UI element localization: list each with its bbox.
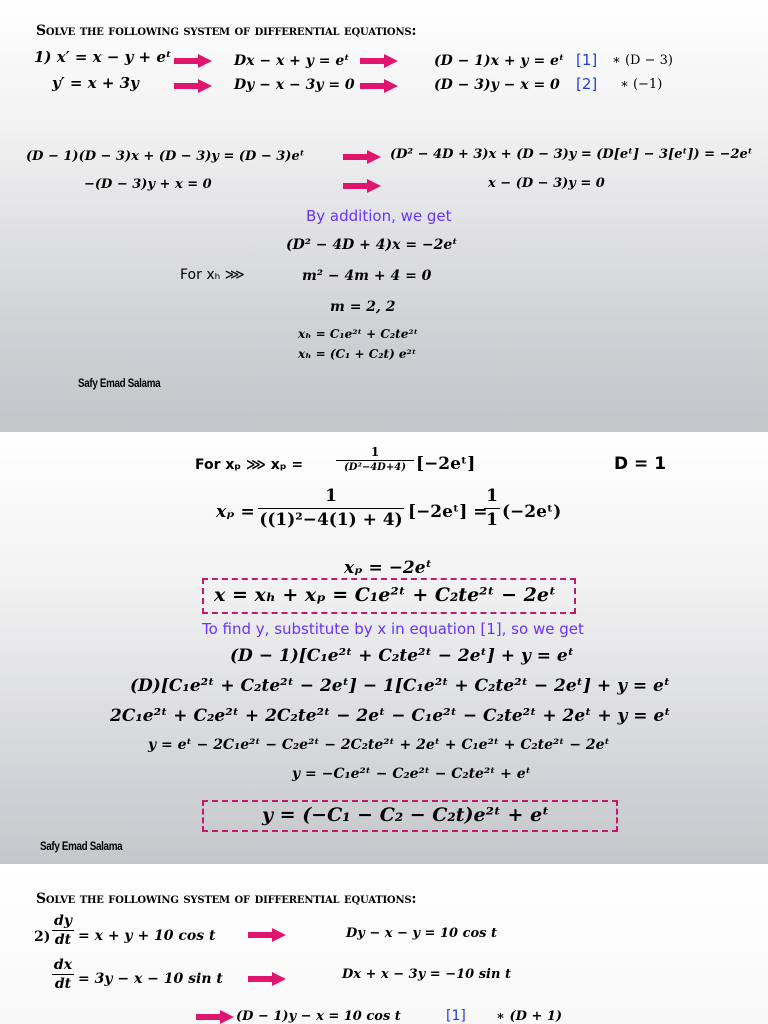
- given-equation-2: y′ = x + 3y: [52, 74, 139, 92]
- fraction-2: [258, 488, 404, 529]
- arrow-icon: [248, 928, 286, 942]
- d-equals-1: D = 1: [614, 454, 667, 474]
- arrow-icon: [174, 54, 212, 68]
- operator-form-2: (D − 3)y − x = 0: [434, 77, 560, 93]
- sum-equation: (D² − 4D + 4)x = −2eᵗ: [286, 237, 458, 253]
- author-credit: Safy Emad Salama: [78, 376, 161, 390]
- addition-note: By addition, we get: [306, 207, 452, 225]
- multiplier-1: ∗ (D − 3): [612, 53, 673, 68]
- arrow-icon: [174, 79, 212, 93]
- derivative-dy-dt: [52, 914, 74, 947]
- expanded-equation-2: x − (D − 3)y = 0: [488, 176, 605, 191]
- fraction-3: [484, 488, 500, 529]
- homogeneous-solution-1: xₕ = C₁e²ᵗ + C₂te²ᵗ: [298, 327, 419, 341]
- fraction-3-tail: (−2eᵗ): [502, 502, 562, 522]
- homogeneous-solution-2: xₕ = (C₁ + C₂t) e²ᵗ: [298, 347, 417, 361]
- slide-3: [0, 864, 768, 1024]
- equation-tag-1: [1]: [576, 51, 598, 69]
- system-equation-1: = x + y + 10 cos t: [78, 928, 216, 944]
- expanded-equation-1: (D² − 4D + 3)x + (D − 3)y = (D[eᵗ] − 3[eᵗ]) = −2eᵗ: [390, 147, 753, 162]
- system-equation-2: = 3y − x − 10 sin t: [78, 971, 223, 987]
- operator-equation-1: Dx − x + y = eᵗ: [234, 53, 350, 69]
- arrow-icon: [360, 79, 398, 93]
- multiplier-1: ∗ (D + 1): [496, 1009, 563, 1024]
- fraction-1: [336, 446, 414, 473]
- fraction-3-denominator: 1: [486, 510, 498, 530]
- substitution-step-5: y = −C₁e²ᵗ − C₂e²ᵗ − C₂te²ᵗ + eᵗ: [292, 766, 531, 782]
- operator-equation-2: Dy − x − 3y = 0: [234, 77, 355, 93]
- fraction-1-tail: [−2eᵗ]: [416, 454, 476, 474]
- arrow-icon: [248, 972, 286, 986]
- equation-tag-1: [1]: [446, 1008, 466, 1024]
- arrow-icon: [360, 54, 398, 68]
- author-credit: Safy Emad Salama: [40, 839, 123, 853]
- y-general-solution: y = (−C₁ − C₂ − C₂t)e²ᵗ + eᵗ: [262, 804, 550, 826]
- fraction-2-denominator: ((1)²−4(1) + 4): [259, 510, 403, 530]
- problem-number: 2): [34, 929, 51, 945]
- derivative-denominator: dt: [54, 976, 72, 992]
- arrow-icon: [343, 150, 381, 164]
- slide-1: [0, 0, 768, 432]
- for-xp-label: For xₚ ⋙ xₚ =: [195, 457, 304, 473]
- operator-equation-1: Dy − x − y = 10 cos t: [346, 926, 498, 941]
- equation-tag-2: [2]: [576, 75, 598, 93]
- derivative-denominator: dt: [54, 932, 72, 948]
- derivative-numerator: dx: [53, 957, 73, 973]
- particular-solution: xₚ = −2eᵗ: [344, 558, 432, 578]
- xp-label: xₚ =: [216, 502, 255, 522]
- characteristic-equation: m² − 4m + 4 = 0: [302, 268, 432, 284]
- operator-equation-2: Dx + x − 3y = −10 sin t: [342, 967, 511, 982]
- multiplier-2: ∗ (−1): [620, 77, 663, 92]
- substitution-step-3: 2C₁e²ᵗ + C₂e²ᵗ + 2C₂te²ᵗ − 2eᵗ − C₁e²ᵗ − C₂te²ᵗ + 2eᵗ + y = eᵗ: [110, 706, 671, 726]
- slide-title: Solve the following system of differential equations:: [36, 891, 417, 907]
- fraction-2-middle: [−2eᵗ] =: [408, 502, 488, 522]
- substitution-note: To find y, substitute by x in equation [1], so we get: [202, 620, 584, 638]
- given-equation-1: 1) x′ = x − y + eᵗ: [34, 48, 172, 66]
- fraction-1-numerator: 1: [370, 445, 380, 459]
- substitution-step-4: y = eᵗ − 2C₁e²ᵗ − C₂e²ᵗ − 2C₂te²ᵗ + 2eᵗ + C₁e²ᵗ + C₂te²ᵗ − 2eᵗ: [148, 737, 610, 753]
- for-xh-label: For xₕ ⋙: [180, 267, 245, 283]
- slide-title: Solve the following system of differential equations:: [36, 23, 417, 39]
- derivative-numerator: dy: [54, 913, 72, 929]
- roots: m = 2, 2: [330, 299, 396, 315]
- fraction-1-denominator: (D²−4D+4): [344, 462, 406, 473]
- multiplied-equation-1: (D − 1)(D − 3)x + (D − 3)y = (D − 3)eᵗ: [26, 149, 305, 164]
- fraction-2-numerator: 1: [325, 486, 337, 506]
- derivative-dx-dt: [52, 958, 74, 991]
- substitution-step-1: (D − 1)[C₁e²ᵗ + C₂te²ᵗ − 2eᵗ] + y = eᵗ: [230, 646, 575, 666]
- fraction-3-numerator: 1: [486, 486, 498, 506]
- multiplied-equation-2: −(D − 3)y + x = 0: [84, 177, 212, 192]
- arrow-icon: [343, 179, 381, 193]
- substitution-step-2: (D)[C₁e²ᵗ + C₂te²ᵗ − 2eᵗ] − 1[C₁e²ᵗ + C₂te²ᵗ − 2eᵗ] + y = eᵗ: [130, 676, 671, 696]
- operator-form-1: (D − 1)y − x = 10 cos t: [236, 1009, 401, 1024]
- x-general-solution: x = xₕ + xₚ = C₁e²ᵗ + C₂te²ᵗ − 2eᵗ: [214, 584, 557, 606]
- arrow-icon: [196, 1010, 234, 1024]
- operator-form-1: (D − 1)x + y = eᵗ: [434, 53, 565, 69]
- slide-2: [0, 432, 768, 864]
